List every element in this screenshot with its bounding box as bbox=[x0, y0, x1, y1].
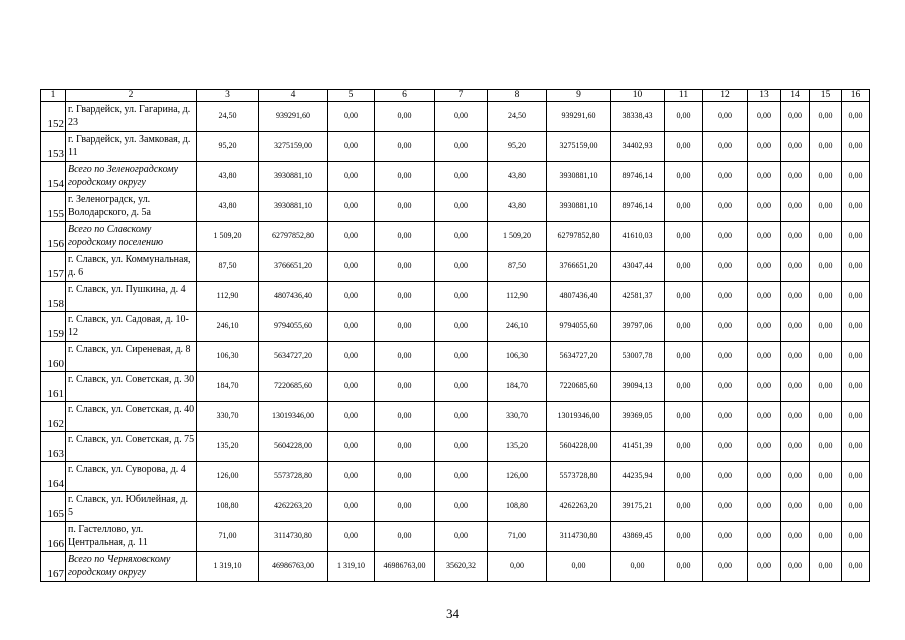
value-cell: 0,00 bbox=[375, 432, 435, 462]
value-cell: 184,70 bbox=[197, 372, 259, 402]
value-cell: 0,00 bbox=[328, 192, 375, 222]
value-cell: 13019346,00 bbox=[259, 402, 328, 432]
value-cell: 0,00 bbox=[435, 402, 488, 432]
value-cell: 3114730,80 bbox=[259, 522, 328, 552]
value-cell: 43,80 bbox=[488, 162, 547, 192]
value-cell: 0,00 bbox=[810, 432, 842, 462]
value-cell: 0,00 bbox=[328, 372, 375, 402]
value-cell: 0,00 bbox=[703, 552, 748, 582]
row-number-cell: 166 bbox=[41, 522, 66, 552]
value-cell: 95,20 bbox=[488, 132, 547, 162]
table-row bbox=[41, 342, 870, 372]
value-cell: 0,00 bbox=[842, 252, 870, 282]
value-cell: 0,00 bbox=[328, 132, 375, 162]
value-cell: 0,00 bbox=[842, 492, 870, 522]
table-row bbox=[41, 552, 870, 582]
table-row bbox=[41, 282, 870, 312]
value-cell: 0,00 bbox=[781, 282, 810, 312]
value-cell: 0,00 bbox=[781, 492, 810, 522]
value-cell: 0,00 bbox=[435, 492, 488, 522]
column-number-cell: 3 bbox=[197, 90, 259, 102]
value-cell: 0,00 bbox=[328, 252, 375, 282]
value-cell: 0,00 bbox=[842, 282, 870, 312]
value-cell: 0,00 bbox=[748, 222, 781, 252]
value-cell: 108,80 bbox=[488, 492, 547, 522]
value-cell: 0,00 bbox=[842, 222, 870, 252]
value-cell: 0,00 bbox=[703, 402, 748, 432]
value-cell: 0,00 bbox=[781, 342, 810, 372]
value-cell: 0,00 bbox=[435, 102, 488, 132]
value-cell: 0,00 bbox=[435, 222, 488, 252]
value-cell: 0,00 bbox=[810, 222, 842, 252]
value-cell: 34402,93 bbox=[611, 132, 665, 162]
address-cell: г. Славск, ул. Сиреневая, д. 8 bbox=[66, 342, 197, 372]
value-cell: 939291,60 bbox=[259, 102, 328, 132]
value-cell: 0,00 bbox=[375, 222, 435, 252]
value-cell: 71,00 bbox=[488, 522, 547, 552]
subtotal-label-cell: Всего по Черняховскому городскому округу bbox=[66, 552, 197, 582]
value-cell: 13019346,00 bbox=[547, 402, 611, 432]
value-cell: 0,00 bbox=[703, 492, 748, 522]
value-cell: 0,00 bbox=[748, 552, 781, 582]
value-cell: 0,00 bbox=[328, 102, 375, 132]
value-cell: 0,00 bbox=[781, 462, 810, 492]
value-cell: 62797852,80 bbox=[259, 222, 328, 252]
value-cell: 0,00 bbox=[842, 402, 870, 432]
table-row bbox=[41, 432, 870, 462]
table-row bbox=[41, 192, 870, 222]
value-cell: 62797852,80 bbox=[547, 222, 611, 252]
value-cell: 24,50 bbox=[197, 102, 259, 132]
value-cell: 0,00 bbox=[435, 312, 488, 342]
value-cell: 0,00 bbox=[665, 252, 703, 282]
value-cell: 53007,78 bbox=[611, 342, 665, 372]
column-number-cell: 12 bbox=[703, 90, 748, 102]
value-cell: 0,00 bbox=[748, 402, 781, 432]
value-cell: 0,00 bbox=[781, 432, 810, 462]
value-cell: 9794055,60 bbox=[259, 312, 328, 342]
value-cell: 3114730,80 bbox=[547, 522, 611, 552]
row-number-cell: 157 bbox=[41, 252, 66, 282]
value-cell: 1 319,10 bbox=[197, 552, 259, 582]
value-cell: 0,00 bbox=[328, 162, 375, 192]
value-cell: 126,00 bbox=[488, 462, 547, 492]
column-number-cell: 2 bbox=[66, 90, 197, 102]
value-cell: 0,00 bbox=[703, 102, 748, 132]
value-cell: 0,00 bbox=[703, 432, 748, 462]
value-cell: 0,00 bbox=[781, 222, 810, 252]
subtotal-label-cell: Всего по Зеленоградскому городскому округу bbox=[66, 162, 197, 192]
value-cell: 0,00 bbox=[488, 552, 547, 582]
value-cell: 0,00 bbox=[665, 522, 703, 552]
value-cell: 0,00 bbox=[435, 342, 488, 372]
value-cell: 0,00 bbox=[328, 522, 375, 552]
table-row bbox=[41, 312, 870, 342]
address-cell: г. Славск, ул. Советская, д. 40 bbox=[66, 402, 197, 432]
value-cell: 0,00 bbox=[665, 102, 703, 132]
value-cell: 7220685,60 bbox=[547, 372, 611, 402]
value-cell: 0,00 bbox=[703, 222, 748, 252]
value-cell: 135,20 bbox=[488, 432, 547, 462]
value-cell: 0,00 bbox=[810, 522, 842, 552]
value-cell: 42581,37 bbox=[611, 282, 665, 312]
value-cell: 0,00 bbox=[810, 372, 842, 402]
value-cell: 43047,44 bbox=[611, 252, 665, 282]
value-cell: 0,00 bbox=[810, 312, 842, 342]
column-number-cell: 16 bbox=[842, 90, 870, 102]
value-cell: 87,50 bbox=[197, 252, 259, 282]
value-cell: 0,00 bbox=[842, 432, 870, 462]
column-number-cell: 1 bbox=[41, 90, 66, 102]
value-cell: 0,00 bbox=[665, 402, 703, 432]
address-cell: г. Славск, ул. Пушкина, д. 4 bbox=[66, 282, 197, 312]
value-cell: 0,00 bbox=[703, 522, 748, 552]
value-cell: 0,00 bbox=[842, 132, 870, 162]
value-cell: 5634727,20 bbox=[259, 342, 328, 372]
row-number-cell: 158 bbox=[41, 282, 66, 312]
value-cell: 95,20 bbox=[197, 132, 259, 162]
value-cell: 0,00 bbox=[810, 282, 842, 312]
value-cell: 43,80 bbox=[488, 192, 547, 222]
table-row bbox=[41, 492, 870, 522]
value-cell: 0,00 bbox=[665, 432, 703, 462]
table-row bbox=[41, 222, 870, 252]
value-cell: 112,90 bbox=[197, 282, 259, 312]
value-cell: 3930881,10 bbox=[259, 162, 328, 192]
value-cell: 0,00 bbox=[703, 192, 748, 222]
value-cell: 0,00 bbox=[665, 342, 703, 372]
value-cell: 0,00 bbox=[781, 402, 810, 432]
value-cell: 1 509,20 bbox=[488, 222, 547, 252]
value-cell: 0,00 bbox=[748, 252, 781, 282]
column-number-cell: 13 bbox=[748, 90, 781, 102]
value-cell: 0,00 bbox=[748, 462, 781, 492]
value-cell: 0,00 bbox=[810, 252, 842, 282]
table-row bbox=[41, 162, 870, 192]
value-cell: 0,00 bbox=[665, 492, 703, 522]
subtotal-label-cell: Всего по Славскому городскому поселению bbox=[66, 222, 197, 252]
value-cell: 0,00 bbox=[748, 492, 781, 522]
table-row bbox=[41, 252, 870, 282]
value-cell: 0,00 bbox=[748, 102, 781, 132]
value-cell: 3766651,20 bbox=[547, 252, 611, 282]
value-cell: 0,00 bbox=[375, 252, 435, 282]
value-cell: 0,00 bbox=[748, 162, 781, 192]
value-cell: 39797,06 bbox=[611, 312, 665, 342]
value-cell: 0,00 bbox=[810, 342, 842, 372]
table-row bbox=[41, 132, 870, 162]
value-cell: 0,00 bbox=[435, 282, 488, 312]
column-number-cell: 5 bbox=[328, 90, 375, 102]
address-cell: г. Славск, ул. Советская, д. 75 bbox=[66, 432, 197, 462]
column-number-cell: 6 bbox=[375, 90, 435, 102]
value-cell: 4807436,40 bbox=[547, 282, 611, 312]
value-cell: 43,80 bbox=[197, 162, 259, 192]
value-cell: 0,00 bbox=[375, 192, 435, 222]
value-cell: 0,00 bbox=[547, 552, 611, 582]
value-cell: 0,00 bbox=[781, 162, 810, 192]
value-cell: 5573728,80 bbox=[259, 462, 328, 492]
value-cell: 246,10 bbox=[488, 312, 547, 342]
value-cell: 3930881,10 bbox=[547, 192, 611, 222]
value-cell: 0,00 bbox=[375, 402, 435, 432]
column-number-cell: 14 bbox=[781, 90, 810, 102]
table-row bbox=[41, 522, 870, 552]
value-cell: 89746,14 bbox=[611, 192, 665, 222]
value-cell: 126,00 bbox=[197, 462, 259, 492]
column-number-cell: 8 bbox=[488, 90, 547, 102]
address-cell: г. Славск, ул. Суворова, д. 4 bbox=[66, 462, 197, 492]
value-cell: 0,00 bbox=[810, 102, 842, 132]
value-cell: 0,00 bbox=[665, 552, 703, 582]
value-cell: 246,10 bbox=[197, 312, 259, 342]
row-number-cell: 159 bbox=[41, 312, 66, 342]
value-cell: 9794055,60 bbox=[547, 312, 611, 342]
value-cell: 0,00 bbox=[781, 522, 810, 552]
value-cell: 1 509,20 bbox=[197, 222, 259, 252]
value-cell: 0,00 bbox=[810, 162, 842, 192]
value-cell: 39094,13 bbox=[611, 372, 665, 402]
value-cell: 0,00 bbox=[328, 312, 375, 342]
value-cell: 4807436,40 bbox=[259, 282, 328, 312]
value-cell: 0,00 bbox=[328, 342, 375, 372]
row-number-cell: 160 bbox=[41, 342, 66, 372]
value-cell: 0,00 bbox=[328, 222, 375, 252]
column-number-cell: 11 bbox=[665, 90, 703, 102]
value-cell: 0,00 bbox=[375, 162, 435, 192]
value-cell: 0,00 bbox=[665, 372, 703, 402]
value-cell: 0,00 bbox=[781, 312, 810, 342]
value-cell: 0,00 bbox=[748, 192, 781, 222]
value-cell: 3275159,00 bbox=[547, 132, 611, 162]
value-cell: 0,00 bbox=[842, 162, 870, 192]
value-cell: 0,00 bbox=[328, 282, 375, 312]
value-cell: 35620,32 bbox=[435, 552, 488, 582]
value-cell: 0,00 bbox=[781, 552, 810, 582]
value-cell: 0,00 bbox=[703, 372, 748, 402]
value-cell: 3766651,20 bbox=[259, 252, 328, 282]
value-cell: 43869,45 bbox=[611, 522, 665, 552]
value-cell: 0,00 bbox=[842, 102, 870, 132]
table-row bbox=[41, 372, 870, 402]
value-cell: 0,00 bbox=[435, 192, 488, 222]
address-cell: г. Славск, ул. Садовая, д. 10-12 bbox=[66, 312, 197, 342]
value-cell: 0,00 bbox=[810, 132, 842, 162]
value-cell: 5604228,00 bbox=[259, 432, 328, 462]
value-cell: 0,00 bbox=[781, 102, 810, 132]
value-cell: 0,00 bbox=[810, 402, 842, 432]
value-cell: 0,00 bbox=[375, 342, 435, 372]
address-cell: г. Гвардейск, ул. Гагарина, д. 23 bbox=[66, 102, 197, 132]
value-cell: 0,00 bbox=[703, 252, 748, 282]
value-cell: 4262263,20 bbox=[259, 492, 328, 522]
table-header-row bbox=[41, 90, 870, 102]
value-cell: 135,20 bbox=[197, 432, 259, 462]
value-cell: 0,00 bbox=[375, 132, 435, 162]
value-cell: 106,30 bbox=[197, 342, 259, 372]
value-cell: 0,00 bbox=[435, 252, 488, 282]
value-cell: 0,00 bbox=[842, 312, 870, 342]
value-cell: 0,00 bbox=[842, 372, 870, 402]
value-cell: 0,00 bbox=[375, 492, 435, 522]
row-number-cell: 165 bbox=[41, 492, 66, 522]
value-cell: 39369,05 bbox=[611, 402, 665, 432]
value-cell: 0,00 bbox=[810, 192, 842, 222]
value-cell: 38338,43 bbox=[611, 102, 665, 132]
value-cell: 0,00 bbox=[781, 132, 810, 162]
value-cell: 0,00 bbox=[375, 282, 435, 312]
value-cell: 0,00 bbox=[748, 522, 781, 552]
address-cell: п. Гастеллово, ул. Центральная, д. 11 bbox=[66, 522, 197, 552]
value-cell: 3930881,10 bbox=[547, 162, 611, 192]
row-number-cell: 155 bbox=[41, 192, 66, 222]
value-cell: 939291,60 bbox=[547, 102, 611, 132]
value-cell: 0,00 bbox=[435, 462, 488, 492]
row-number-cell: 162 bbox=[41, 402, 66, 432]
value-cell: 0,00 bbox=[665, 222, 703, 252]
address-cell: г. Славск, ул. Юбилейная, д. 5 bbox=[66, 492, 197, 522]
value-cell: 0,00 bbox=[781, 252, 810, 282]
value-cell: 0,00 bbox=[435, 432, 488, 462]
value-cell: 0,00 bbox=[665, 312, 703, 342]
value-cell: 0,00 bbox=[781, 192, 810, 222]
value-cell: 0,00 bbox=[748, 312, 781, 342]
address-cell: г. Зеленоградск, ул. Володарского, д. 5а bbox=[66, 192, 197, 222]
value-cell: 3930881,10 bbox=[259, 192, 328, 222]
value-cell: 112,90 bbox=[488, 282, 547, 312]
value-cell: 0,00 bbox=[665, 132, 703, 162]
value-cell: 0,00 bbox=[375, 462, 435, 492]
value-cell: 0,00 bbox=[611, 552, 665, 582]
value-cell: 41610,03 bbox=[611, 222, 665, 252]
value-cell: 0,00 bbox=[375, 522, 435, 552]
value-cell: 0,00 bbox=[435, 522, 488, 552]
address-cell: г. Славск, ул. Советская, д. 30 bbox=[66, 372, 197, 402]
row-number-cell: 154 bbox=[41, 162, 66, 192]
value-cell: 0,00 bbox=[665, 462, 703, 492]
value-cell: 0,00 bbox=[842, 462, 870, 492]
value-cell: 0,00 bbox=[375, 312, 435, 342]
column-number-cell: 4 bbox=[259, 90, 328, 102]
value-cell: 0,00 bbox=[842, 522, 870, 552]
value-cell: 0,00 bbox=[435, 132, 488, 162]
value-cell: 0,00 bbox=[703, 282, 748, 312]
value-cell: 43,80 bbox=[197, 192, 259, 222]
value-cell: 71,00 bbox=[197, 522, 259, 552]
value-cell: 0,00 bbox=[703, 132, 748, 162]
column-number-cell: 10 bbox=[611, 90, 665, 102]
value-cell: 0,00 bbox=[375, 372, 435, 402]
value-cell: 0,00 bbox=[435, 372, 488, 402]
value-cell: 0,00 bbox=[665, 282, 703, 312]
value-cell: 0,00 bbox=[781, 372, 810, 402]
value-cell: 0,00 bbox=[328, 432, 375, 462]
value-cell: 7220685,60 bbox=[259, 372, 328, 402]
value-cell: 0,00 bbox=[842, 192, 870, 222]
table-row bbox=[41, 462, 870, 492]
value-cell: 0,00 bbox=[748, 372, 781, 402]
value-cell: 0,00 bbox=[435, 162, 488, 192]
value-cell: 0,00 bbox=[748, 342, 781, 372]
value-cell: 4262263,20 bbox=[547, 492, 611, 522]
value-cell: 41451,39 bbox=[611, 432, 665, 462]
value-cell: 0,00 bbox=[810, 552, 842, 582]
value-cell: 0,00 bbox=[842, 342, 870, 372]
row-number-cell: 163 bbox=[41, 432, 66, 462]
value-cell: 24,50 bbox=[488, 102, 547, 132]
column-number-cell: 7 bbox=[435, 90, 488, 102]
value-cell: 330,70 bbox=[197, 402, 259, 432]
value-cell: 46986763,00 bbox=[259, 552, 328, 582]
table-row bbox=[41, 102, 870, 132]
row-number-cell: 156 bbox=[41, 222, 66, 252]
value-cell: 106,30 bbox=[488, 342, 547, 372]
value-cell: 0,00 bbox=[748, 432, 781, 462]
value-cell: 184,70 bbox=[488, 372, 547, 402]
row-number-cell: 152 bbox=[41, 102, 66, 132]
value-cell: 0,00 bbox=[703, 162, 748, 192]
value-cell: 1 319,10 bbox=[328, 552, 375, 582]
value-cell: 46986763,00 bbox=[375, 552, 435, 582]
value-cell: 5634727,20 bbox=[547, 342, 611, 372]
data-table bbox=[40, 89, 870, 582]
value-cell: 0,00 bbox=[328, 402, 375, 432]
value-cell: 87,50 bbox=[488, 252, 547, 282]
value-cell: 0,00 bbox=[328, 462, 375, 492]
column-number-cell: 15 bbox=[810, 90, 842, 102]
address-cell: г. Славск, ул. Коммунальная, д. 6 bbox=[66, 252, 197, 282]
address-cell: г. Гвардейск, ул. Замковая, д. 11 bbox=[66, 132, 197, 162]
value-cell: 5604228,00 bbox=[547, 432, 611, 462]
value-cell: 0,00 bbox=[748, 282, 781, 312]
value-cell: 108,80 bbox=[197, 492, 259, 522]
value-cell: 0,00 bbox=[665, 192, 703, 222]
value-cell: 5573728,80 bbox=[547, 462, 611, 492]
value-cell: 0,00 bbox=[375, 102, 435, 132]
value-cell: 0,00 bbox=[703, 342, 748, 372]
row-number-cell: 164 bbox=[41, 462, 66, 492]
value-cell: 330,70 bbox=[488, 402, 547, 432]
value-cell: 39175,21 bbox=[611, 492, 665, 522]
value-cell: 0,00 bbox=[810, 492, 842, 522]
value-cell: 0,00 bbox=[328, 492, 375, 522]
value-cell: 89746,14 bbox=[611, 162, 665, 192]
value-cell: 0,00 bbox=[665, 162, 703, 192]
row-number-cell: 153 bbox=[41, 132, 66, 162]
value-cell: 0,00 bbox=[703, 312, 748, 342]
row-number-cell: 161 bbox=[41, 372, 66, 402]
page-number: 34 bbox=[446, 606, 459, 621]
value-cell: 3275159,00 bbox=[259, 132, 328, 162]
value-cell: 44235,94 bbox=[611, 462, 665, 492]
table-row bbox=[41, 402, 870, 432]
value-cell: 0,00 bbox=[842, 552, 870, 582]
row-number-cell: 167 bbox=[41, 552, 66, 582]
value-cell: 0,00 bbox=[810, 462, 842, 492]
column-number-cell: 9 bbox=[547, 90, 611, 102]
value-cell: 0,00 bbox=[748, 132, 781, 162]
value-cell: 0,00 bbox=[703, 462, 748, 492]
